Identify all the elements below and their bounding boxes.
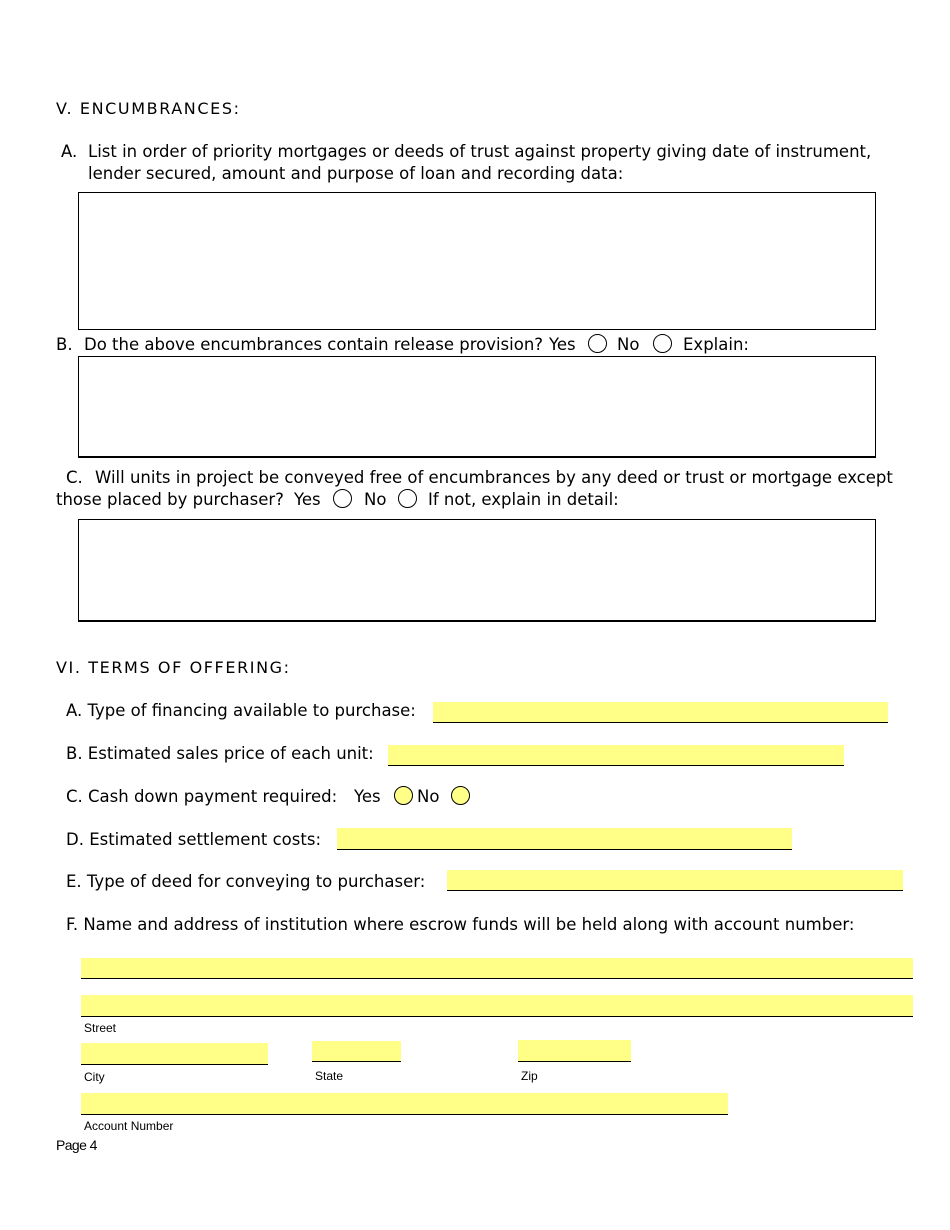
question-b-no-radio[interactable] [653,334,672,353]
deed-type-input[interactable] [447,870,903,891]
question-c-no-label: No [364,490,387,509]
encumbrances-detail-textarea[interactable] [78,519,876,622]
question-b-yes-label: Yes [549,335,576,354]
settlement-costs-input[interactable] [337,828,792,850]
deed-type-label: E. Type of deed for conveying to purchaser: [66,872,426,891]
section-vi-heading: VI. TERMS OF OFFERING: [56,658,291,677]
encumbrances-list-textarea[interactable] [78,192,876,330]
question-b-no-label: No [617,335,640,354]
cash-down-no-radio[interactable] [451,786,470,805]
cash-down-yes-radio[interactable] [394,786,413,805]
question-b-label: B. [56,335,73,354]
question-c-line1: Will units in project be conveyed free of encumbrances by any deed or trust or mortgage except [95,468,893,487]
cash-down-no-label: No [417,787,440,806]
cash-down-yes-label: Yes [354,787,381,806]
settlement-costs-label: D. Estimated settlement costs: [66,830,322,849]
institution-name-input[interactable] [81,958,913,979]
state-caption: State [315,1069,344,1083]
release-provision-explain-textarea[interactable] [78,356,876,458]
question-c-no-radio[interactable] [398,489,417,508]
question-c-yes-label: Yes [294,490,321,509]
question-b-yes-radio[interactable] [588,334,607,353]
question-a-label: A. [61,142,78,161]
page-number: Page 4 [56,1137,97,1153]
sales-price-input[interactable] [388,745,844,766]
section-v-heading: V. ENCUMBRANCES: [56,99,241,118]
street-input[interactable] [81,995,913,1017]
financing-label: A. Type of financing available to purchase: [66,701,416,720]
question-c-yes-radio[interactable] [333,489,352,508]
street-caption: Street [84,1021,117,1035]
question-c-label: C. [66,468,83,487]
question-b-text: Do the above encumbrances contain release provision? [84,335,544,354]
question-c-ifnot-label: If not, explain in detail: [428,490,619,509]
city-input[interactable] [81,1043,268,1065]
account-number-input[interactable] [81,1093,728,1115]
city-caption: City [84,1070,105,1084]
financing-input[interactable] [433,702,888,723]
question-a-line2: lender secured, amount and purpose of loan and recording data: [88,164,624,183]
zip-caption: Zip [521,1069,538,1083]
account-number-caption: Account Number [84,1119,174,1133]
cash-down-label: C. Cash down payment required: [66,787,338,806]
question-a-line1: List in order of priority mortgages or deeds of trust against property giving date of instrument, [88,142,872,161]
state-input[interactable] [312,1041,401,1062]
zip-input[interactable] [518,1040,631,1062]
escrow-label: F. Name and address of institution where escrow funds will be held along with account number: [66,915,855,934]
sales-price-label: B. Estimated sales price of each unit: [66,744,374,763]
question-c-line2: those placed by purchaser? [56,490,284,509]
question-b-explain-label: Explain: [683,335,749,354]
